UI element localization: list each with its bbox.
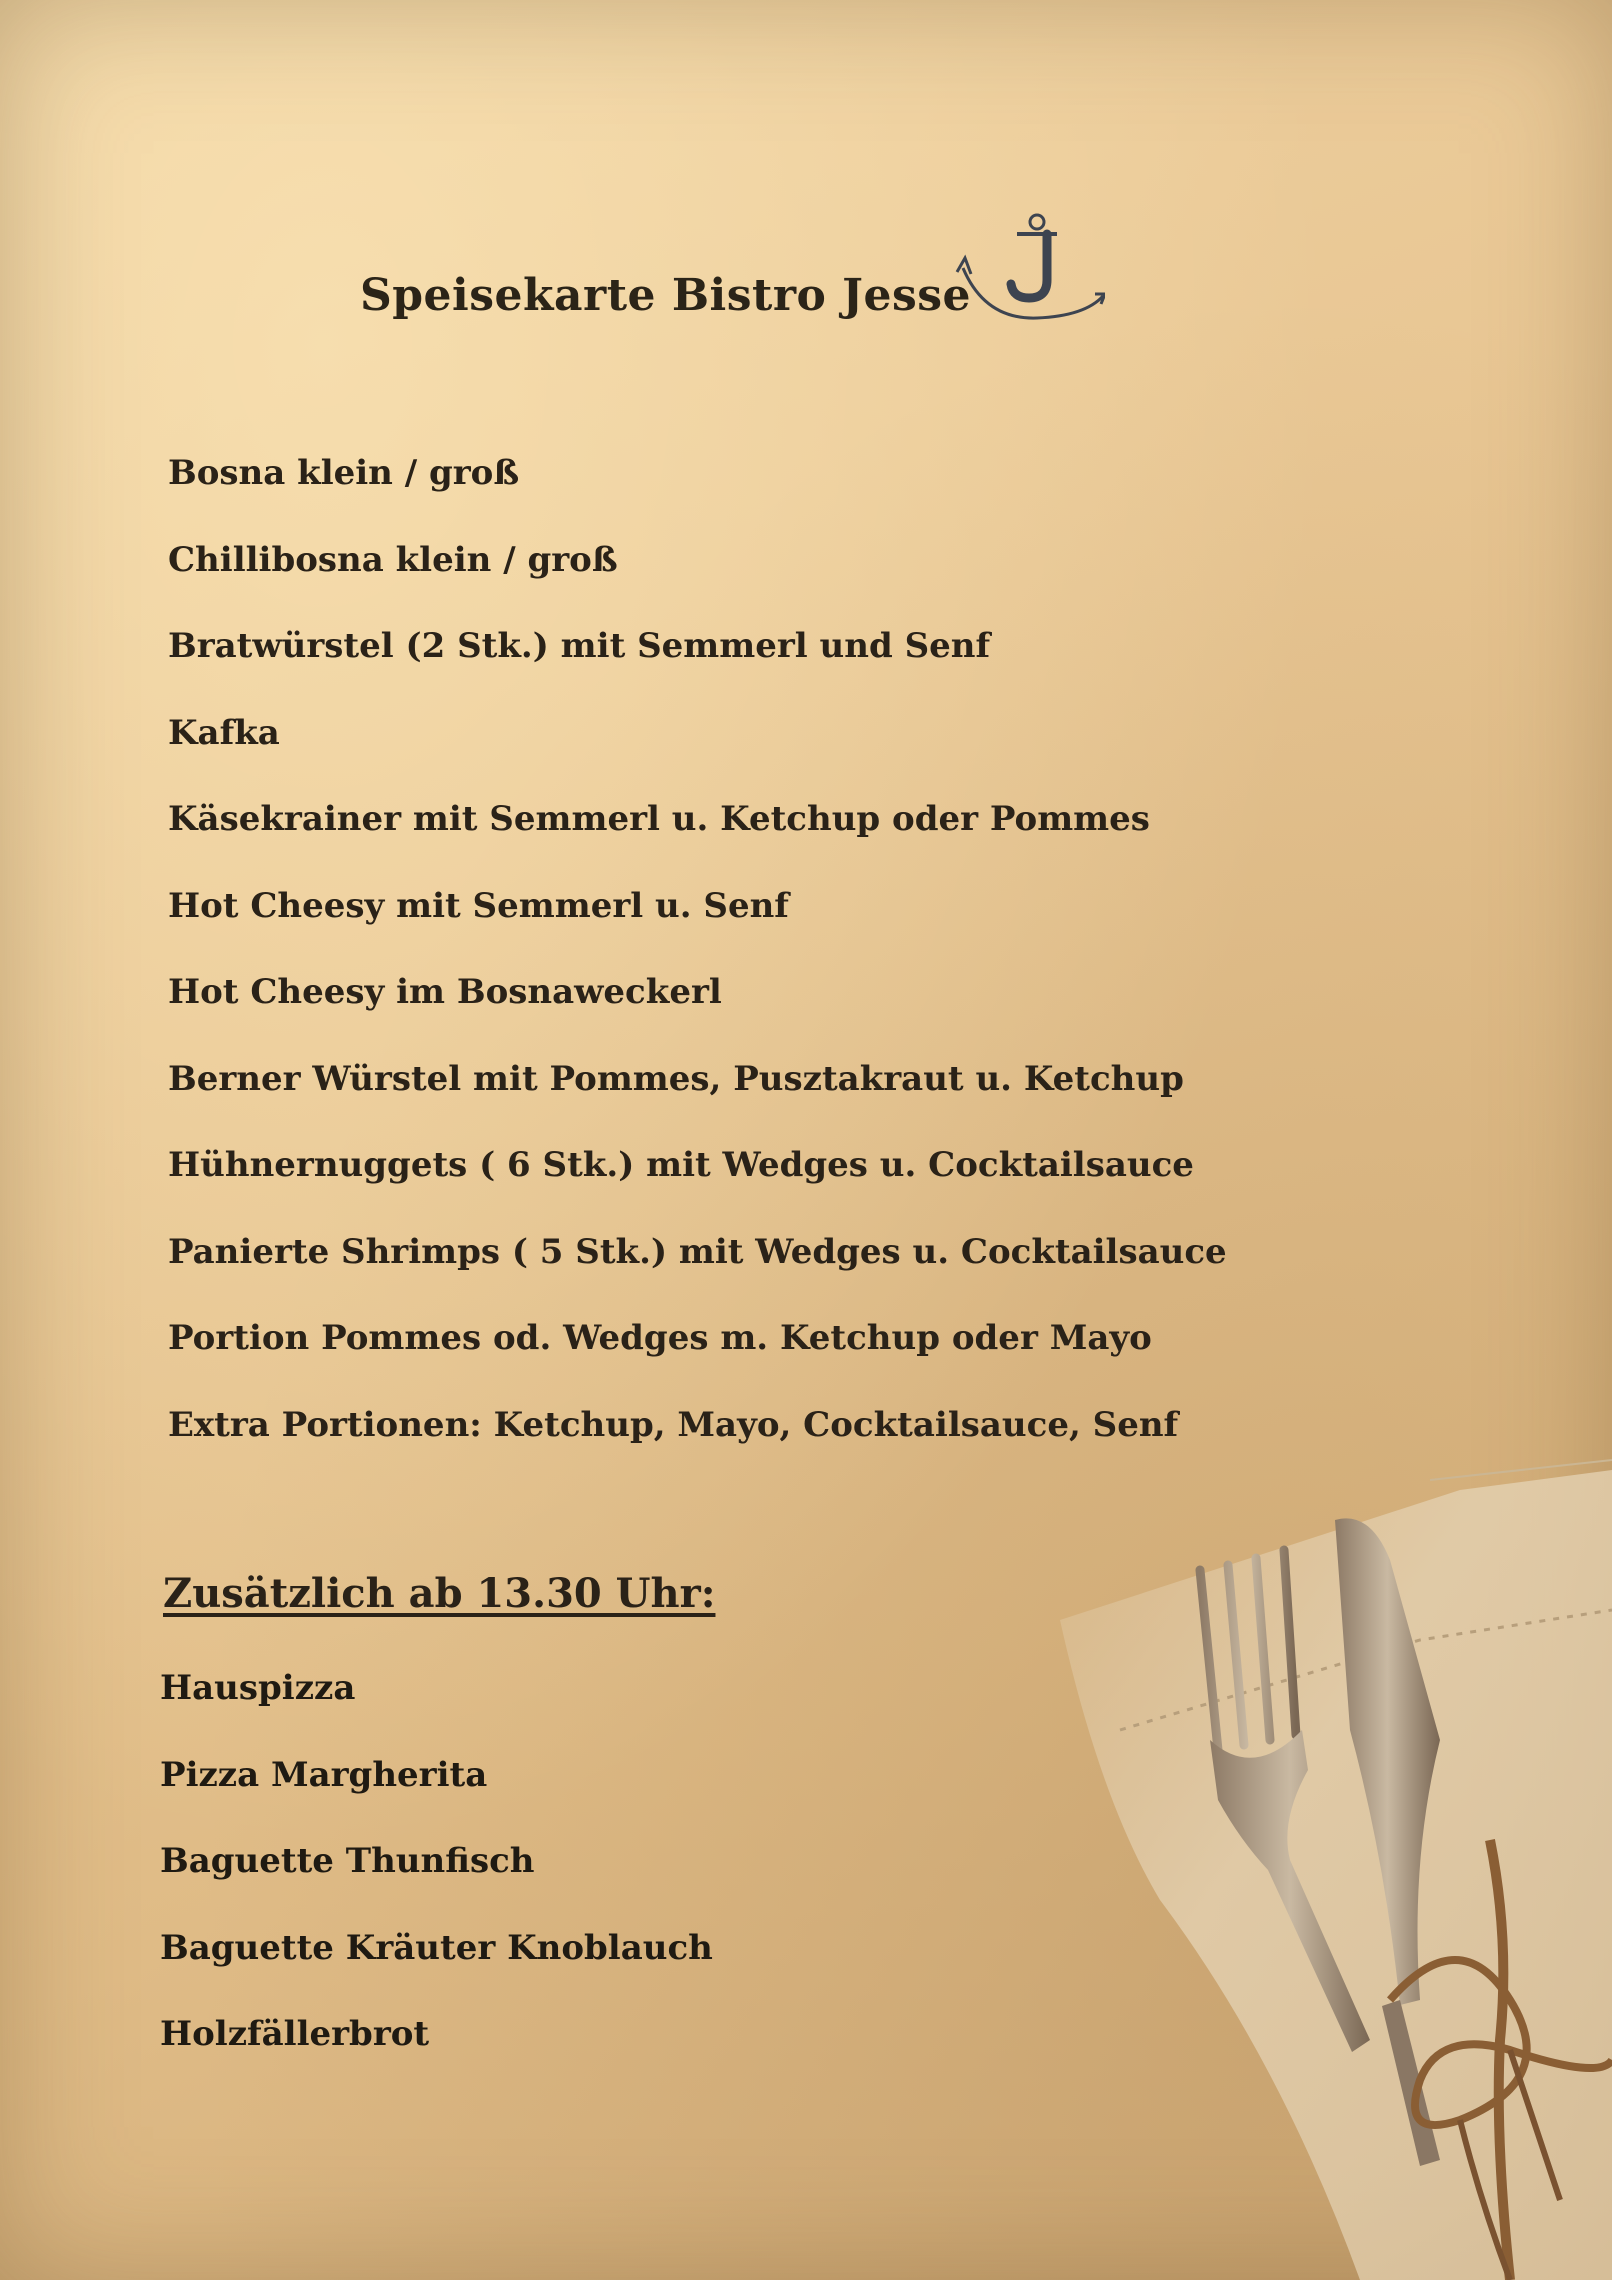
additional-menu-item: Holzfällerbrot: [160, 2014, 430, 2054]
additional-menu-list: [160, 1663, 713, 2096]
menu-item: Kafka: [168, 712, 280, 753]
additional-menu-item: Hauspizza: [160, 1668, 356, 1708]
menu-item: Chillibosna klein / groß: [168, 539, 618, 580]
menu-item: Hühnernuggets ( 6 Stk.) mit Wedges u. Cocktailsauce: [168, 1145, 1194, 1185]
menu-item: Extra Portionen: Ketchup, Mayo, Cocktailsauce, Senf: [168, 1404, 1179, 1445]
cutlery-napkin-icon: [1040, 1440, 1612, 2280]
menu-item: Bratwürstel (2 Stk.) mit Semmerl und Senf: [168, 626, 991, 666]
anchor-j-logo-icon: [955, 208, 1105, 328]
menu-item: Hot Cheesy im Bosnaweckerl: [168, 972, 722, 1012]
additional-menu-item: Pizza Margherita: [160, 1754, 488, 1795]
additional-menu-item: Baguette Kräuter Knoblauch: [160, 1927, 713, 1968]
menu-item: Panierte Shrimps ( 5 Stk.) mit Wedges u. Cocktailsauce: [168, 1231, 1227, 1272]
additional-menu-item: Baguette Thunfisch: [160, 1841, 535, 1881]
page-title: Speisekarte Bistro Jesse: [360, 270, 972, 321]
menu-item: Hot Cheesy mit Semmerl u. Senf: [168, 885, 789, 926]
section-heading: Zusätzlich ab 13.30 Uhr:: [163, 1570, 716, 1617]
menu-item: Portion Pommes od. Wedges m. Ketchup oder Mayo: [168, 1318, 1152, 1358]
menu-item: Berner Würstel mit Pommes, Pusztakraut u. Ketchup: [168, 1058, 1184, 1099]
menu-item: Bosna klein / groß: [168, 453, 520, 493]
menu-item: Käsekrainer mit Semmerl u. Ketchup oder Pommes: [168, 799, 1150, 839]
menu-list: [168, 448, 1227, 1486]
